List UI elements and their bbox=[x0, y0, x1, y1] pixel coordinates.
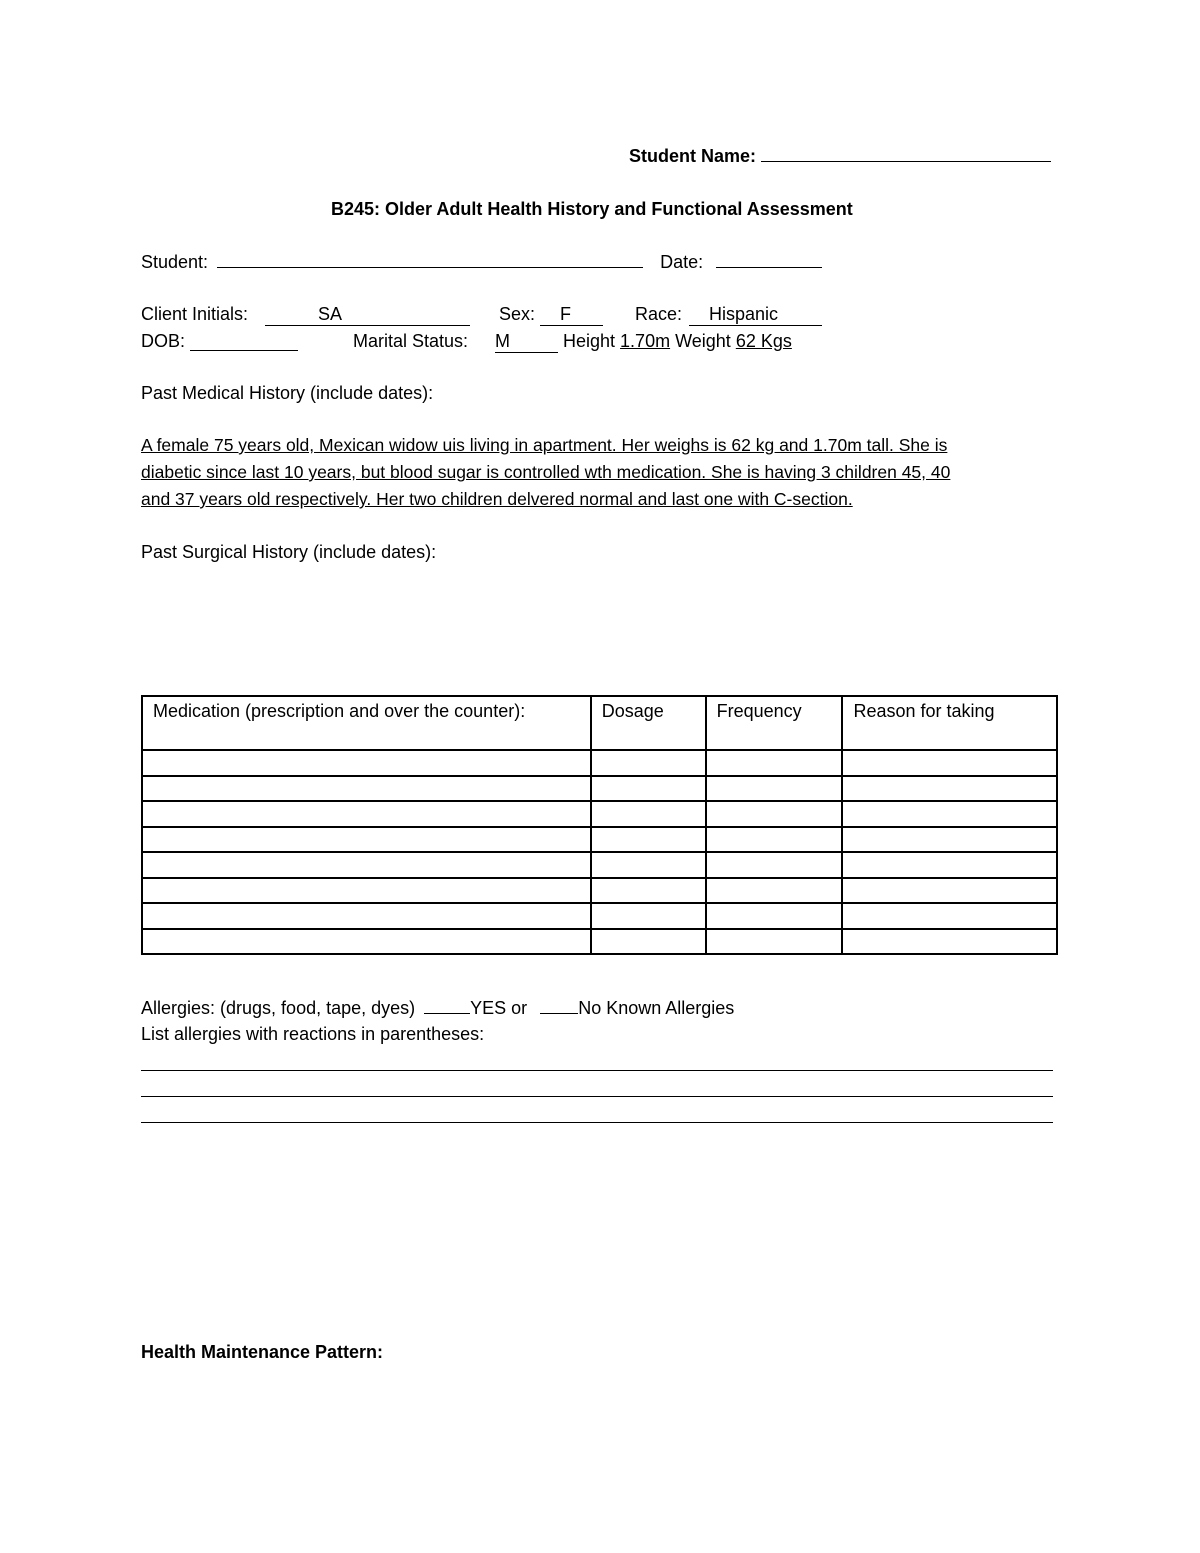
allergies-line[interactable] bbox=[141, 1096, 1053, 1097]
sex-field[interactable] bbox=[540, 303, 603, 326]
table-cell[interactable] bbox=[142, 929, 591, 955]
frequency-header: Frequency bbox=[706, 696, 843, 750]
medical-history-line: diabetic since last 10 years, but blood sugar is controlled wth medication. She is having 3 children 45, 40 bbox=[141, 462, 951, 482]
table-cell[interactable] bbox=[591, 827, 706, 853]
surgical-history-label: Past Surgical History (include dates): bbox=[141, 542, 437, 562]
table-cell[interactable] bbox=[591, 929, 706, 955]
table-row bbox=[142, 852, 1057, 878]
table-cell[interactable] bbox=[142, 801, 591, 827]
date-label: Date: bbox=[660, 252, 704, 272]
table-cell[interactable] bbox=[142, 903, 591, 929]
page-title: B245: Older Adult Health History and Functional Assessment bbox=[331, 199, 853, 219]
table-cell[interactable] bbox=[706, 750, 843, 776]
health-maintenance-label: Health Maintenance Pattern: bbox=[141, 1342, 384, 1362]
table-cell[interactable] bbox=[591, 852, 706, 878]
table-cell[interactable] bbox=[842, 801, 1057, 827]
race-label: Race: bbox=[635, 304, 683, 324]
table-cell[interactable] bbox=[142, 776, 591, 802]
table-cell[interactable] bbox=[842, 852, 1057, 878]
table-cell[interactable] bbox=[706, 852, 843, 878]
table-row bbox=[142, 776, 1057, 802]
student-name-field[interactable] bbox=[761, 145, 1051, 162]
medical-history-label: Past Medical History (include dates): bbox=[141, 383, 434, 403]
medical-history-line: A female 75 years old, Mexican widow uis living in apartment. Her weighs is 62 kg and 1.70m tall. She is bbox=[141, 435, 948, 455]
table-cell[interactable] bbox=[142, 878, 591, 904]
table-cell[interactable] bbox=[142, 827, 591, 853]
height-label: Height bbox=[563, 331, 616, 351]
height-weight-row bbox=[563, 330, 792, 352]
table-row bbox=[142, 750, 1057, 776]
allergies-nka-label: No Known Allergies bbox=[578, 998, 735, 1018]
race-value: Hispanic bbox=[709, 304, 779, 324]
table-row bbox=[142, 827, 1057, 853]
weight-value: 62 Kgs bbox=[735, 331, 792, 351]
reason-header: Reason for taking bbox=[842, 696, 1057, 750]
table-cell[interactable] bbox=[142, 852, 591, 878]
sex-value: F bbox=[560, 304, 571, 324]
table-cell[interactable] bbox=[842, 776, 1057, 802]
allergies-nka-field[interactable] bbox=[540, 997, 578, 1014]
medication-table bbox=[141, 695, 1058, 955]
allergies-yes-label: YES or bbox=[470, 998, 528, 1018]
table-header-row bbox=[142, 696, 1057, 750]
allergies-label: Allergies: (drugs, food, tape, dyes) bbox=[141, 998, 416, 1018]
table-cell[interactable] bbox=[706, 903, 843, 929]
allergies-line[interactable] bbox=[141, 1122, 1053, 1123]
marital-status-value: M bbox=[495, 331, 510, 351]
allergies-list-label: List allergies with reactions in parentheses: bbox=[141, 1024, 485, 1044]
medication-header: Medication (prescription and over the counter): bbox=[142, 696, 591, 750]
table-cell[interactable] bbox=[591, 776, 706, 802]
weight-label: Weight bbox=[675, 331, 731, 351]
race-field[interactable] bbox=[689, 303, 822, 326]
student-field[interactable] bbox=[217, 251, 643, 268]
table-cell[interactable] bbox=[842, 827, 1057, 853]
dosage-header: Dosage bbox=[591, 696, 706, 750]
height-value: 1.70m bbox=[620, 331, 671, 351]
client-initials-field[interactable] bbox=[265, 303, 470, 326]
allergies-line[interactable] bbox=[141, 1070, 1053, 1071]
table-cell[interactable] bbox=[842, 878, 1057, 904]
student-name-label: Student Name: bbox=[629, 146, 757, 166]
date-field[interactable] bbox=[716, 251, 822, 268]
table-cell[interactable] bbox=[842, 750, 1057, 776]
dob-label: DOB: bbox=[141, 331, 186, 351]
sex-label: Sex: bbox=[499, 304, 536, 324]
medical-history-text[interactable] bbox=[141, 432, 1056, 513]
table-row bbox=[142, 878, 1057, 904]
table-cell[interactable] bbox=[706, 878, 843, 904]
marital-status-field[interactable] bbox=[495, 330, 558, 353]
allergies-yes-field[interactable] bbox=[424, 997, 470, 1014]
student-name-row bbox=[629, 145, 1051, 167]
client-initials-value: SA bbox=[318, 304, 343, 324]
table-cell[interactable] bbox=[706, 827, 843, 853]
table-row bbox=[142, 801, 1057, 827]
table-cell[interactable] bbox=[842, 903, 1057, 929]
marital-status-label: Marital Status: bbox=[353, 331, 469, 351]
dob-field[interactable] bbox=[190, 334, 298, 351]
medical-history-line: and 37 years old respectively. Her two children delvered normal and last one with C-section. bbox=[141, 489, 853, 509]
table-cell[interactable] bbox=[591, 750, 706, 776]
student-row bbox=[141, 251, 822, 273]
table-cell[interactable] bbox=[706, 929, 843, 955]
table-cell[interactable] bbox=[706, 776, 843, 802]
table-cell[interactable] bbox=[591, 878, 706, 904]
table-row bbox=[142, 929, 1057, 955]
table-cell[interactable] bbox=[142, 750, 591, 776]
student-label: Student: bbox=[141, 252, 209, 272]
table-cell[interactable] bbox=[706, 801, 843, 827]
table-cell[interactable] bbox=[591, 903, 706, 929]
table-cell[interactable] bbox=[591, 801, 706, 827]
table-row bbox=[142, 903, 1057, 929]
allergies-row bbox=[141, 997, 734, 1019]
table-cell[interactable] bbox=[842, 929, 1057, 955]
client-initials-label: Client Initials: bbox=[141, 304, 249, 324]
